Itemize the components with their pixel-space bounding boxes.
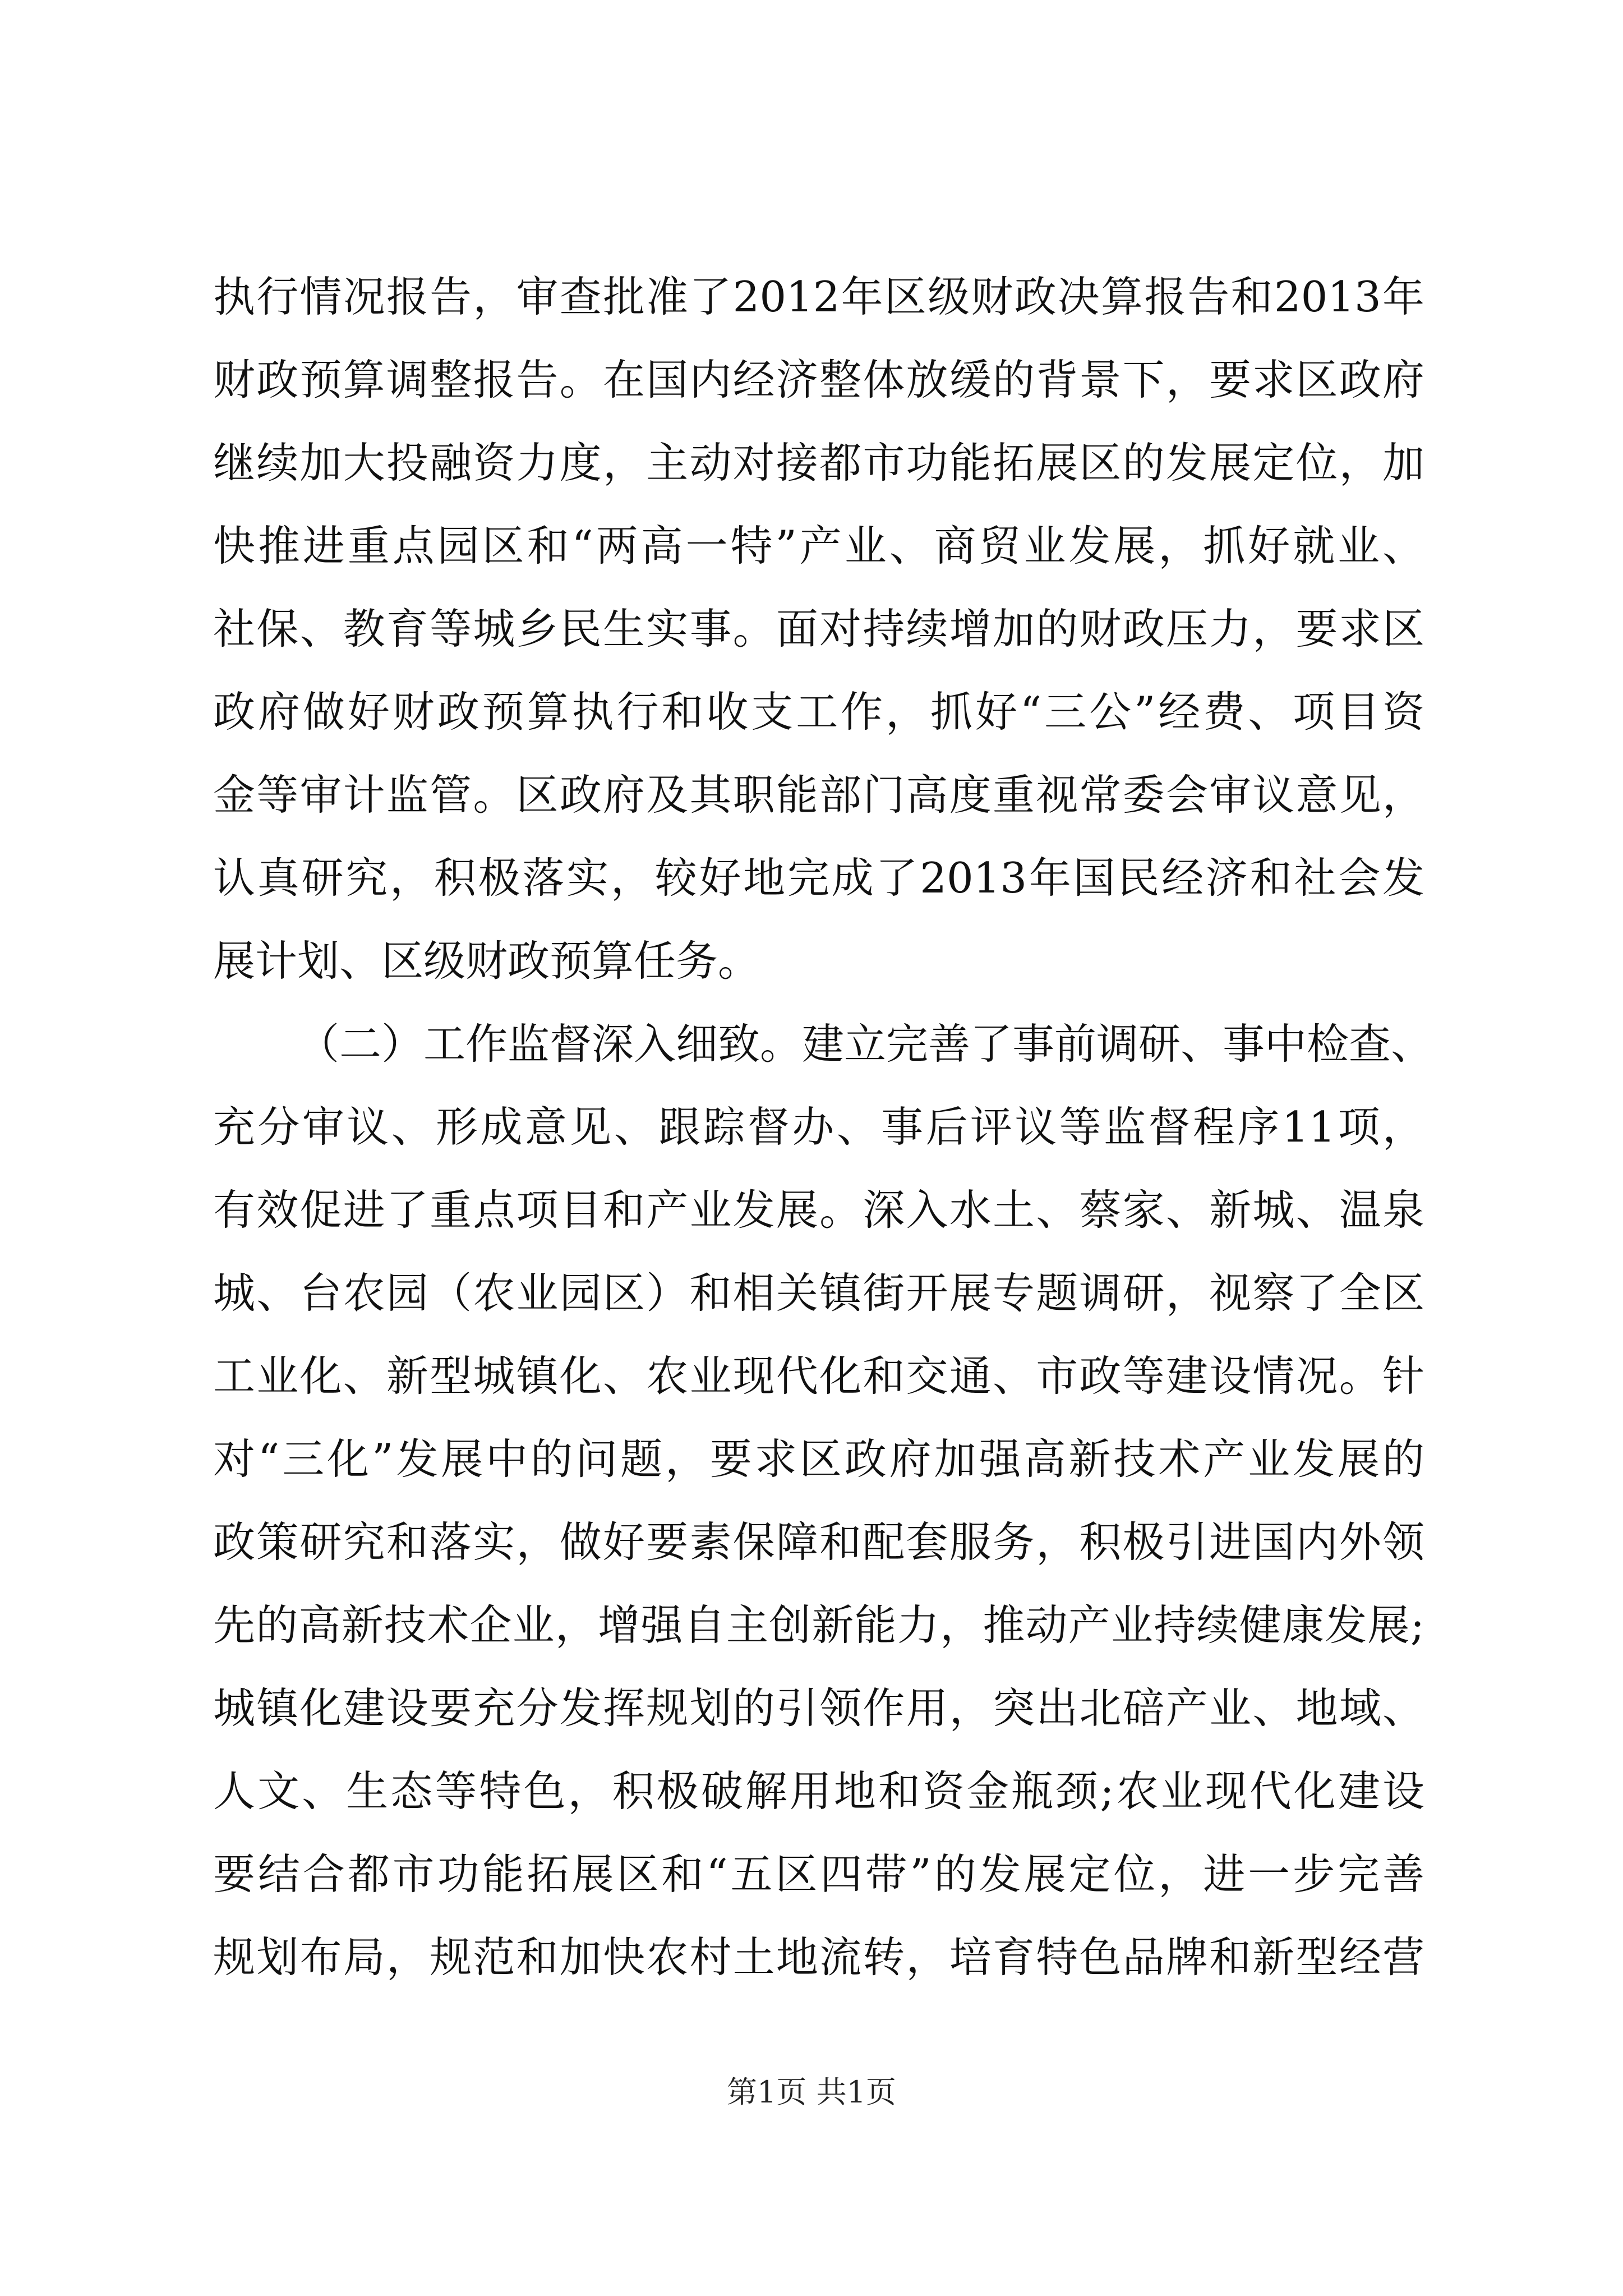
- text-line-11: 充分审议、形成意见、跟踪督办、事后评议等监督程序11项，: [213, 1102, 1424, 1152]
- text-line-4: 快推进重点园区和“两高一特”产业、商贸业发展，抓好就业、: [213, 521, 1424, 570]
- document-body: [213, 255, 1433, 1999]
- text-line-5: 社保、教育等城乡民生实事。面对持续增加的财政压力，要求区: [213, 604, 1424, 654]
- text-line-20: 要结合都市功能拓展区和“五区四带”的发展定位，进一步完善: [213, 1849, 1424, 1899]
- text-line-13: 城、台农园（农业园区）和相关镇街开展专题调研，视察了全区: [213, 1268, 1424, 1318]
- section-heading-line: （二）工作监督深入细致。建立完善了事前调研、事中检查、: [297, 1019, 1433, 1069]
- text-line-8: 认真研究，积极落实，较好地完成了2013年国民经济和社会发: [213, 853, 1424, 903]
- text-line-18: 城镇化建设要充分发挥规划的引领作用，突出北碚产业、地域、: [213, 1683, 1424, 1733]
- text-line-12: 有效促进了重点项目和产业发展。深入水土、蔡家、新城、温泉: [213, 1185, 1424, 1235]
- text-line-3: 继续加大投融资力度，主动对接都市功能拓展区的发展定位，加: [213, 438, 1424, 487]
- text-line-15: 对“三化”发展中的问题，要求区政府加强高新技术产业发展的: [213, 1434, 1424, 1484]
- text-line-7: 金等审计监管。区政府及其职能部门高度重视常委会审议意见，: [213, 770, 1424, 820]
- text-line-14: 工业化、新型城镇化、农业现代化和交通、市政等建设情况。针: [213, 1351, 1424, 1401]
- text-line-19: 人文、生态等特色，积极破解用地和资金瓶颈;农业现代化建设: [213, 1766, 1424, 1816]
- page-number-footer: 第1页 共1页: [727, 2074, 896, 2110]
- text-line-1: 执行情况报告，审查批准了2012年区级财政决算报告和2013年: [213, 272, 1424, 321]
- text-line-17: 先的高新技术企业，增强自主创新能力，推动产业持续健康发展;: [213, 1600, 1424, 1650]
- text-line-2: 财政预算调整报告。在国内经济整体放缓的背景下，要求区政府: [213, 355, 1424, 404]
- text-line-16: 政策研究和落实，做好要素保障和配套服务，积极引进国内外领: [213, 1517, 1424, 1567]
- text-line-9: 展计划、区级财政预算任务。: [213, 936, 760, 986]
- text-line-21: 规划布局，规范和加快农村土地流转，培育特色品牌和新型经营: [213, 1932, 1424, 1982]
- text-line-6: 政府做好财政预算执行和收支工作，抓好“三公”经费、项目资: [213, 687, 1424, 737]
